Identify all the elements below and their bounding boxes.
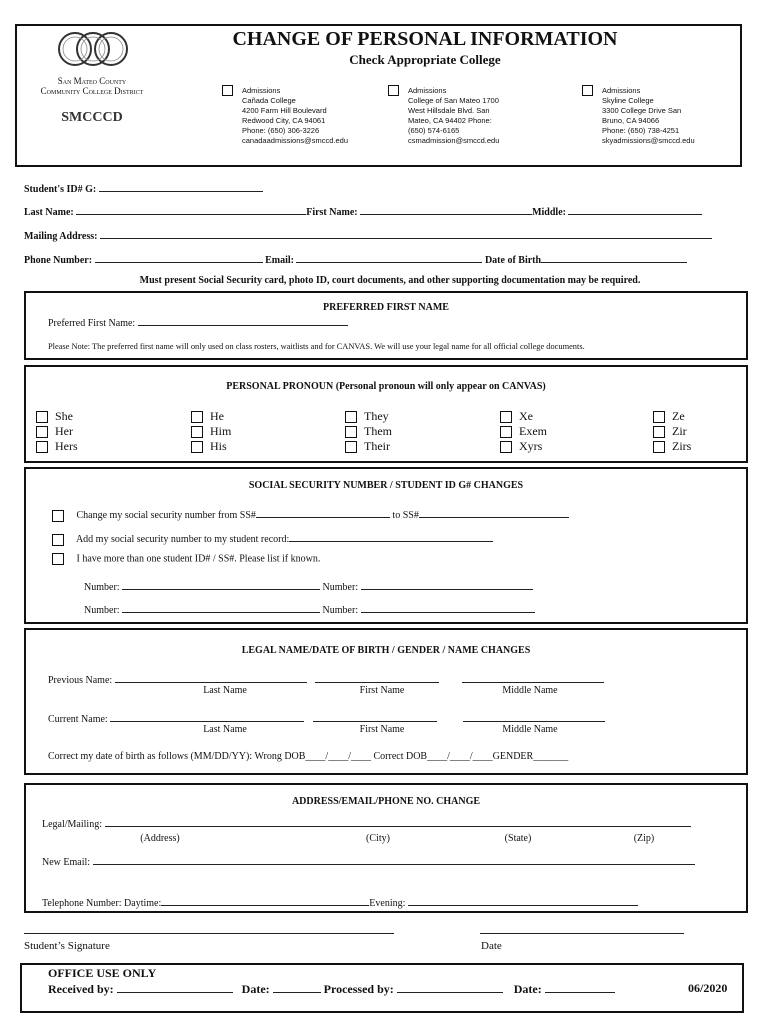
pronoun-his-checkbox[interactable] xyxy=(191,441,203,453)
legal-title: LEGAL NAME/DATE OF BIRTH / GENDER / NAME CHANGES xyxy=(241,645,531,656)
processed-label: Processed by: xyxy=(323,982,394,996)
current-first-field[interactable] xyxy=(313,710,437,722)
number-label: Number: xyxy=(322,605,359,616)
current-first-caption: First Name xyxy=(359,724,405,735)
new-email-row xyxy=(42,853,695,868)
college-skyline-checkbox[interactable] xyxy=(582,85,593,96)
pronoun-option: She xyxy=(55,409,73,423)
daytime-label: Telephone Number: Daytime: xyxy=(42,898,162,909)
dob-gender-row[interactable]: Correct my date of birth as follows (MM/DD/YY): Wrong DOB____/____/____ Correct DOB____/____/____GENDER_______ xyxy=(48,751,569,762)
pronoun-exem-checkbox[interactable] xyxy=(500,426,512,438)
current-last-caption: Last Name xyxy=(203,724,247,735)
page-subtitle: Check Appropriate College xyxy=(349,52,501,67)
ssn-multiple-label: I have more than one student ID# / SS#. Please list if known. xyxy=(76,553,321,565)
current-name-label: Current Name: xyxy=(48,714,108,725)
number-field[interactable] xyxy=(122,578,320,590)
phone-label: Phone Number: xyxy=(24,255,93,266)
pronoun-option: They xyxy=(364,409,389,423)
previous-last-caption: Last Name xyxy=(203,685,247,696)
city-caption: (City) xyxy=(366,833,390,844)
page-title: CHANGE OF PERSONAL INFORMATION xyxy=(232,28,618,50)
phone-field[interactable] xyxy=(95,251,263,263)
documentation-notice: Must present Social Security card, photo ID, court documents, and other supporting documentation may be required. xyxy=(139,275,641,286)
previous-first-caption: First Name xyxy=(359,685,405,696)
pronoun-group-ze xyxy=(653,409,691,454)
office-date-field[interactable] xyxy=(273,981,321,993)
current-last-field[interactable] xyxy=(110,710,304,722)
number-field[interactable] xyxy=(122,601,320,613)
processed-field[interactable] xyxy=(397,981,503,993)
ssn-to-field[interactable] xyxy=(419,506,569,518)
phone-row xyxy=(24,251,687,266)
pronoun-hers-checkbox[interactable] xyxy=(36,441,48,453)
ssn-from-field[interactable] xyxy=(256,506,390,518)
ssn-multiple-checkbox[interactable] xyxy=(52,553,64,565)
email-field[interactable] xyxy=(296,251,482,263)
address-caption: (Address) xyxy=(140,833,180,844)
office-date-label: Date: xyxy=(241,982,270,996)
state-caption: (State) xyxy=(504,833,532,844)
previous-name-row xyxy=(48,671,604,686)
pronoun-option: Her xyxy=(55,424,73,438)
ssn-add-label: Add my social security number to my student record: xyxy=(75,534,290,545)
previous-name-label: Previous Name: xyxy=(48,675,113,686)
preferred-title: PREFERRED FIRST NAME xyxy=(323,302,449,313)
number-field[interactable] xyxy=(361,601,535,613)
address-title: ADDRESS/EMAIL/PHONE NO. CHANGE xyxy=(291,796,481,807)
ssn-to-label: to SS# xyxy=(392,510,419,521)
pronoun-option: Hers xyxy=(55,439,78,453)
dob-label: Date of Birth xyxy=(484,255,542,266)
pronoun-group-they xyxy=(345,409,392,454)
pronoun-option: His xyxy=(210,439,227,453)
current-name-row xyxy=(48,710,605,725)
pronoun-ze-checkbox[interactable] xyxy=(653,411,665,423)
number-label: Number: xyxy=(84,582,120,593)
pronoun-zirs-checkbox[interactable] xyxy=(653,441,665,453)
name-row xyxy=(24,203,702,218)
pronoun-xyrs-checkbox[interactable] xyxy=(500,441,512,453)
legal-mailing-label: Legal/Mailing: xyxy=(42,819,102,830)
legal-mailing-row xyxy=(42,815,691,830)
ssn-number-row-1 xyxy=(84,578,533,593)
signature-line[interactable] xyxy=(24,933,394,934)
ssn-change-checkbox[interactable] xyxy=(52,510,64,522)
last-name-label: Last Name: xyxy=(24,207,74,218)
first-name-label: First Name: xyxy=(306,207,358,218)
preferred-note: Please Note: The preferred first name will only used on class rosters, waitlists and for CANVAS. We will use your legal name for all official college documents. xyxy=(48,342,585,351)
ssn-multiple-row xyxy=(52,553,320,565)
pronoun-option: Their xyxy=(364,439,390,453)
previous-middle-caption: Middle Name xyxy=(502,685,558,696)
pronoun-option: Zirs xyxy=(672,439,692,453)
district-abbr: SMCCCD xyxy=(61,110,123,125)
telephone-row xyxy=(42,894,638,909)
last-name-field[interactable] xyxy=(76,203,306,215)
college-csm-checkbox[interactable] xyxy=(388,85,399,96)
zip-caption: (Zip) xyxy=(633,833,655,844)
number-field[interactable] xyxy=(361,578,533,590)
office-title: OFFICE USE ONLY xyxy=(48,966,157,980)
signature-date-line[interactable] xyxy=(480,933,684,934)
ssn-change-row xyxy=(52,506,569,522)
pronoun-him-checkbox[interactable] xyxy=(191,426,203,438)
pronoun-option: He xyxy=(210,409,224,423)
pronoun-option: Ze xyxy=(672,409,685,423)
pronoun-option: Exem xyxy=(519,424,547,438)
daytime-field[interactable] xyxy=(161,894,369,906)
previous-first-field[interactable] xyxy=(315,671,439,683)
ssn-change-label: Change my social security number from SS# xyxy=(76,510,256,521)
ssn-title: SOCIAL SECURITY NUMBER / STUDENT ID G# CHANGES xyxy=(248,480,524,491)
number-label: Number: xyxy=(84,605,120,616)
mailing-field[interactable] xyxy=(100,227,712,239)
district-line2: Community College District xyxy=(40,86,144,96)
ssn-add-row xyxy=(52,530,493,546)
email-label: Email: xyxy=(265,255,294,266)
college-canada: Admissions Cañada College 4200 Farm Hill Boulevard Redwood City, CA 94061 Phone: (650) 306-3226 canadaadmissions@smccd.edu xyxy=(242,86,348,146)
pronoun-option: Xe xyxy=(519,409,533,423)
pronoun-option: Zir xyxy=(672,424,687,438)
received-label: Received by: xyxy=(48,982,114,996)
college-skyline: Admissions Skyline College 3300 College Drive San Bruno, CA 94066 Phone: (650) 738-4251 skyadmissions@smccd.edu xyxy=(602,86,695,146)
pronoun-title: PERSONAL PRONOUN (Personal pronoun will only appear on CANVAS) xyxy=(226,381,546,392)
pronoun-he-checkbox[interactable] xyxy=(191,411,203,423)
previous-last-field[interactable] xyxy=(115,671,307,683)
pronoun-option: Xyrs xyxy=(519,439,543,453)
college-csm: Admissions College of San Mateo 1700 West Hillsdale Blvd. San Mateo, CA 94402 Phone: (650) 574-6165 csmadmission@smccd.edu xyxy=(408,86,499,146)
middle-name-label: Middle: xyxy=(532,207,566,218)
dob-field[interactable] xyxy=(541,251,687,263)
previous-middle-field[interactable] xyxy=(462,671,604,683)
district-line1: San Mateo County xyxy=(57,76,127,86)
pronoun-option: Them xyxy=(364,424,392,438)
preferred-row xyxy=(48,314,348,329)
pronoun-she-checkbox[interactable] xyxy=(36,411,48,423)
current-middle-caption: Middle Name xyxy=(502,724,558,735)
office-row xyxy=(48,981,615,997)
student-id-field[interactable] xyxy=(99,180,263,192)
first-name-field[interactable] xyxy=(360,203,532,215)
ssn-number-row-2 xyxy=(84,601,535,616)
new-email-field[interactable] xyxy=(93,853,695,865)
pronoun-they-checkbox[interactable] xyxy=(345,411,357,423)
pronoun-xe-checkbox[interactable] xyxy=(500,411,512,423)
mailing-row xyxy=(24,227,712,242)
legal-mailing-field[interactable] xyxy=(105,815,691,827)
preferred-label: Preferred First Name: xyxy=(48,318,136,329)
district-logo-icon xyxy=(53,30,133,68)
office-date2-field[interactable] xyxy=(545,981,615,993)
preferred-field[interactable] xyxy=(138,314,348,326)
new-email-label: New Email: xyxy=(42,857,91,868)
evening-field[interactable] xyxy=(408,894,638,906)
form-revision: 06/2020 xyxy=(688,981,728,995)
current-middle-field[interactable] xyxy=(463,710,605,722)
district-name xyxy=(22,76,162,96)
mailing-label: Mailing Address: xyxy=(24,231,98,242)
pronoun-her-checkbox[interactable] xyxy=(36,426,48,438)
evening-label: Evening: xyxy=(369,898,406,909)
ssn-add-field[interactable] xyxy=(289,530,493,542)
signature-date-label: Date xyxy=(481,940,502,952)
pronoun-them-checkbox[interactable] xyxy=(345,426,357,438)
pronoun-zir-checkbox[interactable] xyxy=(653,426,665,438)
pronoun-group-he xyxy=(191,409,231,454)
pronoun-group-xe xyxy=(500,409,547,454)
student-id-row xyxy=(24,180,263,195)
pronoun-option: Him xyxy=(210,424,232,438)
student-id-label: Student's ID# G: xyxy=(24,184,97,195)
ssn-add-checkbox[interactable] xyxy=(52,534,64,546)
pronoun-group-she xyxy=(36,409,78,454)
office-date2-label: Date: xyxy=(513,982,542,996)
college-canada-checkbox[interactable] xyxy=(222,85,233,96)
signature-label: Student’s Signature xyxy=(24,940,110,952)
pronoun-their-checkbox[interactable] xyxy=(345,441,357,453)
middle-name-field[interactable] xyxy=(568,203,702,215)
received-field[interactable] xyxy=(117,981,233,993)
number-label: Number: xyxy=(322,582,359,593)
